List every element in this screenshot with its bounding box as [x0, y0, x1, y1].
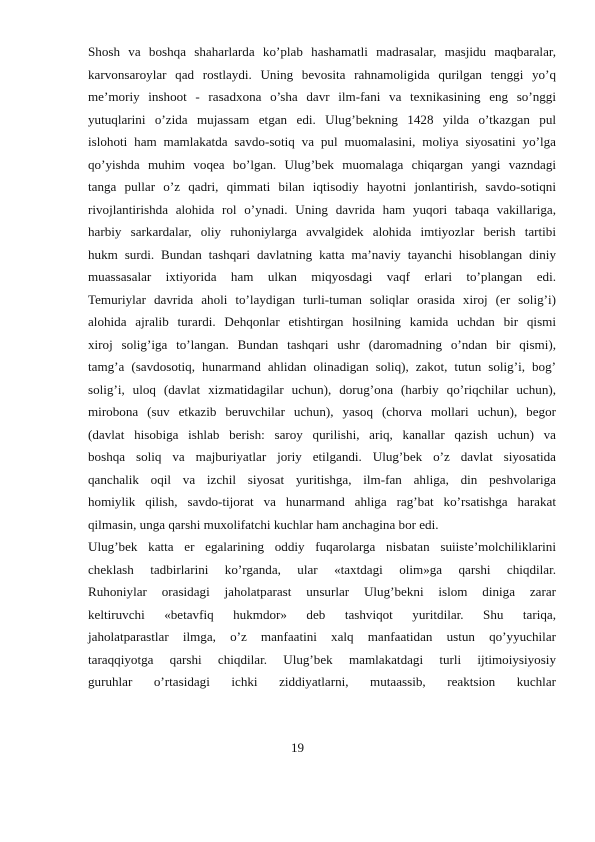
- text-line: qilmasin, unga qarshi muxolifatchi kuchlar ham anchagina bor edi.: [88, 516, 439, 532]
- text-line: Shosh va boshqa shaharlarda ko’plab hashamatli madrasalar, masjidu maqbaralar,: [88, 44, 556, 59]
- text-line: tamg’a (savdosotiq, hunarmand ahlidan olinadigan soliq), zakot, tutun solig’i, bog’: [88, 359, 556, 374]
- text-line: (davlat hisobiga ishlab berish: saroy qurilishi, ariq, kanallar qazish uchun) va: [88, 426, 556, 442]
- text-lines: [88, 41, 556, 694]
- text-line: karvonsaroylar qad rostlaydi. Uning bevosita rahnamoligida qurilgan tenggi yo’q: [88, 66, 556, 82]
- document-body: [88, 41, 556, 694]
- text-line: homiylik qilish, savdo-tijorat va hunarmand ahliga rag’bat ko’rsatishga harakat: [88, 494, 556, 509]
- text-line: qanchalik oqil va izchil siyosat yuritishga, ilm-fan ahliga, din peshvolariga: [88, 471, 556, 487]
- text-line: boshqa soliq va majburiyatlar joriy etilgandi. Ulug’bek o’z davlat siyosatida: [88, 449, 556, 464]
- text-line: muassasalar ixtiyorida ham ulkan miqyosdagi vaqf erlari to’plangan edi.: [88, 269, 556, 284]
- text-line: me’moriy inshoot - rasadxona o’sha davr ilm-fani va texnikasining eng so’nggi: [88, 89, 556, 104]
- text-line: alohida ajralib turardi. Dehqonlar etishtirgan hosilning kamida uchdan bir qismi: [88, 314, 556, 329]
- text-line: xiroj solig’iga to’langan. Bundan tashqari ushr (daromadning o’ndan bir qismi),: [88, 336, 556, 352]
- text-line: Ruhoniylar orasidagi jaholatparast unsurlar Ulug’bekni islom diniga zarar: [88, 584, 556, 599]
- page-number: 19: [290, 740, 305, 755]
- text-line: tanga pullar o’z qadri, qimmati bilan iqtisodiy hayotni jonlantirish, savdo-sotiqni: [88, 179, 556, 194]
- text-line: harbiy sarkardalar, oliy ruhoniylarga avvalgidek alohida imtiyozlar berish tartibi: [88, 224, 556, 239]
- text-line: solig’i, uloq (davlat xizmatidagilar uchun), dorug’ona (harbiy qo’riqchilar uchun),: [88, 381, 556, 397]
- text-line: jaholatparastlar ilmga, o’z manfaatini xalq manfaatidan ustun qo’yyuchilar: [88, 629, 556, 644]
- text-line: qo’yishda muhim voqea bo’lgan. Ulug’bek muomalaga chiqargan yangi vazndagi: [88, 156, 556, 172]
- text-line: cheklash tadbirlarini ko’rganda, ular «taxtdagi olim»ga qarshi chiqdilar.: [88, 561, 556, 577]
- text-line: guruhlar o’rtasidagi ichki ziddiyatlarni, mutaassib, reaktsion kuchlar: [88, 674, 556, 689]
- text-line: hukm surdi. Bundan tashqari davlatning katta ma’naviy tayanchi hisoblangan diniy: [88, 246, 556, 262]
- text-line: yutuqlarini o’zida mujassam etgan edi. Ulug’bekning 1428 yilda o’tkazgan pul: [88, 111, 556, 127]
- text-line: islohoti ham mamlakatda savdo-sotiq va pul muomalasini, moliya siyosatini yo’lga: [88, 134, 556, 149]
- text-line: keltiruvchi «betavfiq hukmdor» deb tashviqot yuritdilar. Shu tariqa,: [88, 606, 556, 622]
- text-line: Ulug’bek katta er egalarining oddiy fuqarolarga nisbatan suiiste’molchiliklarini: [88, 539, 556, 554]
- text-line: taraqqiyotga qarshi chiqdilar. Ulug’bek mamlakatdagi turli ijtimoiysiyosiy: [88, 651, 556, 667]
- text-line: mirobona (suv etkazib beruvchilar uchun), yasoq (chorva mollari uchun), begor: [88, 404, 556, 419]
- text-line: rivojlantirishda alohida rol o’ynadi. Uning davrida ham yuqori tabaqa vakillariga,: [88, 201, 556, 217]
- text-line: Temuriylar davrida aholi to’laydigan turli-tuman soliqlar orasida xiroj (er solig’i): [88, 291, 556, 307]
